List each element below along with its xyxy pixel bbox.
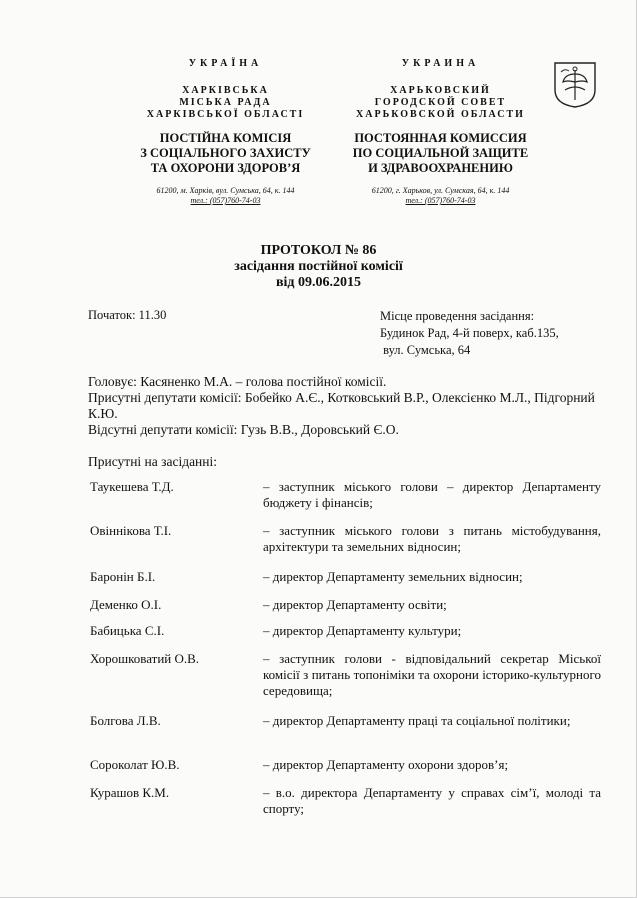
address-text: 61200, м. Харків, вул. Сумська, 64, к. 144 <box>156 186 295 195</box>
participant-role: – директор Департаменту культури; <box>263 623 462 638</box>
phone-text: тел.: (057)760-74-03 <box>405 196 476 205</box>
participant-role: – директор Департаменту земельних відносин; <box>263 569 523 584</box>
participant-name: Хорошковатий О.В. <box>90 651 200 666</box>
header-ukrainian <box>118 58 333 206</box>
venue-line: Будинок Рад, 4-й поверх, каб.135, <box>380 326 559 340</box>
participant-name: Болгова Л.В. <box>90 713 161 728</box>
attendance-block <box>88 374 601 438</box>
address-block <box>118 186 333 206</box>
meeting-start: Початок: 11.30 <box>88 308 167 322</box>
participant-name: Таукешева Т.Д. <box>90 479 174 494</box>
participant-name: Баронін Б.І. <box>90 569 156 584</box>
country-name: УКРАИНА <box>401 58 480 69</box>
protocol-title <box>0 243 637 291</box>
participant-name: Сороколат Ю.В. <box>90 757 180 772</box>
protocol-number: ПРОТОКОЛ № 86 <box>260 243 377 258</box>
absent-members: Відсутні депутати комісії: Гузь В.В., Доровський Є.О. <box>88 422 399 437</box>
phone-text: тел.: (057)760-74-03 <box>190 196 261 205</box>
commission-line: ПО СОЦИАЛЬНОЙ ЗАЩИТЕ <box>352 146 529 160</box>
council-line: ХАРЬКОВСКИЙ <box>390 85 491 96</box>
venue-line: Місце проведення засідання: <box>380 309 535 323</box>
protocol-date: від 09.06.2015 <box>275 275 362 290</box>
commission-line: ТА ОХОРОНИ ЗДОРОВ’Я <box>150 161 301 175</box>
commission-line: З СОЦІАЛЬНОГО ЗАХИСТУ <box>140 146 311 160</box>
commission-name <box>118 131 333 176</box>
commission-line: ПОСТОЯННАЯ КОМИССИЯ <box>354 131 527 145</box>
participant-role: – заступник голови - відповідальний секретар Міської комісії з питань топоніміки та охорони історико-культурного середовища; <box>263 651 601 698</box>
chair-line: Головує: Касяненко М.А. – голова постійної комісії. <box>88 374 387 389</box>
council-line: ХАРКІВСЬКА <box>182 85 269 96</box>
present-label: Присутні на засіданні: <box>88 454 218 469</box>
commission-name <box>338 131 543 176</box>
country-name: УКРАЇНА <box>188 58 263 69</box>
council-line: ХАРКІВСЬКОЇ ОБЛАСТІ <box>146 109 305 120</box>
participant-name: Бабицька С.І. <box>90 623 165 638</box>
participant-role: – директор Департаменту охорони здоров’я; <box>263 757 509 772</box>
council-line: МІСЬКА РАДА <box>179 97 272 108</box>
participant-role: – в.о. директора Департаменту у справах сім’ї, молоді та спорту; <box>263 785 601 816</box>
commission-line: ПОСТІЙНА КОМІСІЯ <box>159 131 292 145</box>
participant-name: Деменко О.І. <box>90 597 162 612</box>
participant-role: – заступник міського голови – директор Департаменту бюджету і фінансів; <box>263 479 601 510</box>
address-text: 61200, г. Харьков, ул. Сумская, 64, к. 144 <box>371 186 510 195</box>
participant-name: Овіннікова Т.І. <box>90 523 172 538</box>
participant-role: – директор Департаменту праці та соціальної політики; <box>263 713 571 728</box>
commission-line: И ЗДРАВООХРАНЕНИЮ <box>368 161 513 175</box>
council-line: ГОРОДСКОЙ СОВЕТ <box>374 97 507 108</box>
council-line: ХАРЬКОВСКОЙ ОБЛАСТИ <box>356 109 525 120</box>
council-name <box>118 85 333 121</box>
present-members: Присутні депутати комісії: Бобейко А.Є., Котковський В.Р., Олексієнко М.Л., Підгорний К.Ю. <box>88 390 595 421</box>
meeting-venue <box>380 308 559 359</box>
venue-line: вул. Сумська, 64 <box>380 343 471 357</box>
address-block <box>338 186 543 206</box>
participant-role: – заступник міського голови з питань містобудування, архітектури та земельних відносин; <box>263 523 601 554</box>
protocol-subtitle: засідання постійної комісії <box>234 259 403 274</box>
council-name <box>338 85 543 121</box>
participant-role: – директор Департаменту освіти; <box>263 597 447 612</box>
header-russian <box>338 58 543 206</box>
kharkiv-coat-of-arms-icon <box>553 60 597 108</box>
participant-name: Курашов К.М. <box>90 785 170 800</box>
